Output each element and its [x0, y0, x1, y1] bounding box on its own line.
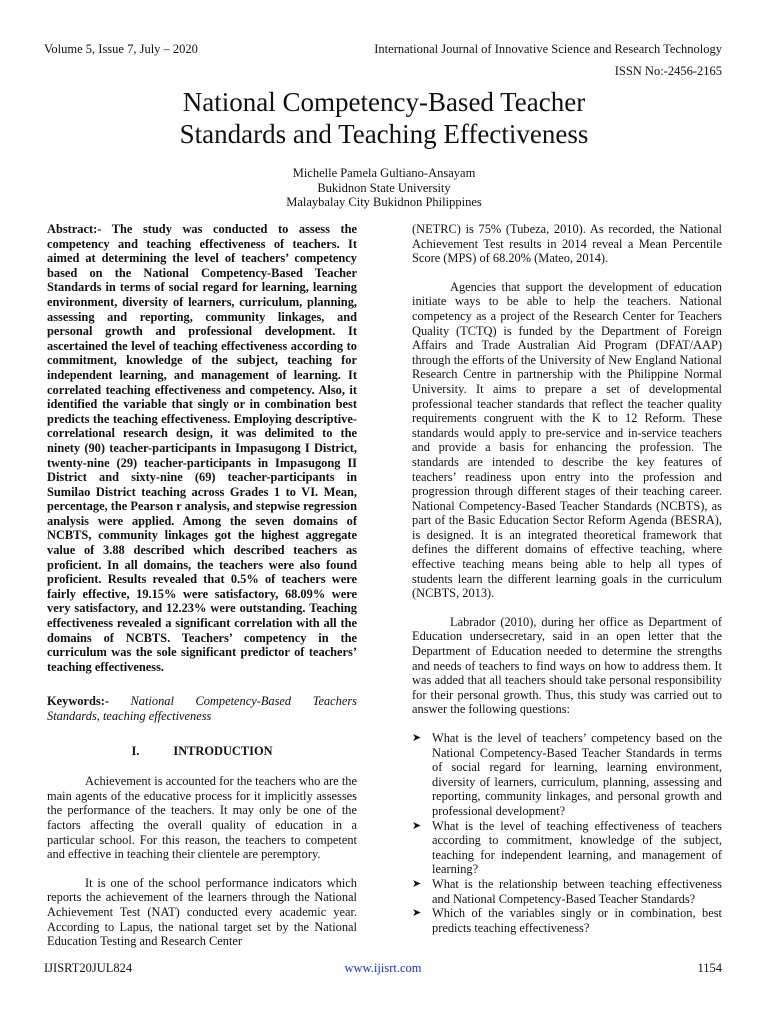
- research-question: ➤ What is the level of teaching effectiveness of teachers according to commitment, knowledge of the subject, teaching for independent learning, and management of learning?: [412, 819, 722, 877]
- intro-paragraph-2: It is one of the school performance indicators which reports the achievement of the learners through the National Achievement Test (NAT) conducted every academic year. According to Lapus, the national target set by the National Education Testing and Research Center: [47, 875, 357, 949]
- keywords-text: National Competency-Based Teachers Standards, teaching effectiveness: [47, 694, 357, 723]
- research-questions: [412, 731, 722, 935]
- keywords: [47, 694, 357, 723]
- abstract: Abstract:- The study was conducted to assess the competency and teaching effectiveness of teachers. It aimed at determining the level of teachers’ competency based on the National Competency-Based Teacher Standards in terms of social regard for learning, learning environment, diversity of learners, curriculum, planning, assessing and reporting, community linkages, and personal growth and professional development. It ascertained the level of teaching effectiveness according to commitment, knowledge of the subject, teaching for independent learning, and management of learning. It correlated teaching effectiveness and competency. Also, it identified the variable that singly or in combination best predicts the teaching effectiveness. Employing descriptive-correlational research design, it was delimited to the ninety (90) teacher-participants in Impasugong I District, twenty-nine (29) teacher-participants in Impasugong II District and sixty-nine (69) teacher-participants in Sumilao District teaching across Grades 1 to VI. Mean, percentage, the Pearson r analysis, and stepwise regression analysis were applied. Among the seven domains of NCBTS, community linkages got the highest aggregate value of 3.88 described which described teachers as proficient. In all domains, the teachers were also found proficient. Results revealed that 0.5% of teachers were fairly effective, 19.15% were satisfactory, 68.09% were very satisfactory, and 12.23% were outstanding. Teaching effectiveness revealed a significant correlation with all the domains of NCBTS. Teachers’ competency in the curriculum was the sole significant predictor of teachers’ teaching effectiveness.: [47, 222, 357, 674]
- author-name: Michelle Pamela Gultiano-Ansayam: [292, 166, 476, 180]
- running-header: [44, 42, 722, 58]
- research-question: ➤ What is the relationship between teaching effectiveness and National Competency-Based Teacher Standards?: [412, 877, 722, 906]
- section-number: I.: [131, 743, 140, 758]
- author-block: [100, 166, 668, 210]
- title-line-1: National Competency-Based Teacher: [182, 87, 586, 117]
- right-paragraph-1: (NETRC) is 75% (Tubeza, 2010). As recorded, the National Achievement Test results in 2014 reveal a Mean Percentile Score (MPS) of 68.20% (Mateo, 2014).: [412, 222, 722, 266]
- section-heading: [47, 744, 357, 759]
- issn: ISSN No:-2456-2165: [614, 64, 722, 78]
- author-affiliation: Bukidnon State University: [317, 180, 451, 195]
- paper-title: [60, 86, 708, 150]
- intro-paragraph-1: Achievement is accounted for the teachers who are the main agents of the educative process for it implicitly assesses the performance of the teachers. It may only be one of the factors affecting the overall quality of education in a particular school. For this reason, the teachers to competent and effective in teaching their clientele are peremptory.: [47, 774, 357, 862]
- article-code: IJISRT20JUL824: [44, 961, 133, 975]
- running-footer: [44, 961, 722, 977]
- volume-info: Volume 5, Issue 7, July – 2020: [44, 42, 198, 56]
- section-title: INTRODUCTION: [173, 743, 273, 758]
- journal-url-link[interactable]: www.ijisrt.com: [344, 961, 422, 975]
- right-column: [412, 222, 722, 935]
- keywords-label: Keywords:-: [47, 694, 109, 709]
- journal-name: International Journal of Innovative Science and Research Technology: [374, 42, 722, 56]
- author-location: Malaybalay City Bukidnon Philippines: [286, 195, 482, 210]
- right-paragraph-2: Agencies that support the development of education initiate ways to be able to help the teachers. National competency as a project of the Research Center for Teachers Quality (TCTQ) is funded by the Department of Foreign Affairs and Trade Australian Aid Program (DFAT/AAP) through the efforts of the University of New England National Research Centre in partnership with the Philippine Normal University. It aims to prepare a set of developmental professional teacher standards that reflect the teacher quality requirements congruent with the K to 12 Reform. These standards would apply to pre-service and in-service teachers and provide a basis for enhancing the profession. The standards are intended to describe the key features of teachers’ readiness upon entry into the profession and progression through different stages of their teaching career. National Competency-Based Teacher Standards (NCBTS), as part of the Basic Education Sector Reform Agenda (BESRA), is designed. It is an integrated theoretical framework that defines the different domains of effective teaching, where effective teaching means being able to help all types of students learn the different learning goals in the curriculum (NCBTS, 2013).: [412, 279, 722, 601]
- page-number: 1154: [697, 961, 722, 975]
- right-paragraph-3: Labrador (2010), during her office as Department of Education undersecretary, said in an open letter that the Department of Education needed to determine the strengths and needs of teachers to find ways on how to address them. It was added that all teachers should take personal responsibility for their personal growth. Thus, this study was carried out to answer the following questions:: [412, 614, 722, 717]
- research-question: ➤ Which of the variables singly or in combination, best predicts teaching effectiveness?: [412, 906, 722, 935]
- left-column: [47, 222, 357, 949]
- title-line-2: Standards and Teaching Effectiveness: [179, 119, 589, 149]
- research-question: ➤ What is the level of teachers’ competency based on the National Competency-Based Teacher Standards in terms of social regard for learning, learning environment, diversity of learners, curriculum, planning, assessing and reporting, community linkages, and personal growth and professional development?: [412, 731, 722, 819]
